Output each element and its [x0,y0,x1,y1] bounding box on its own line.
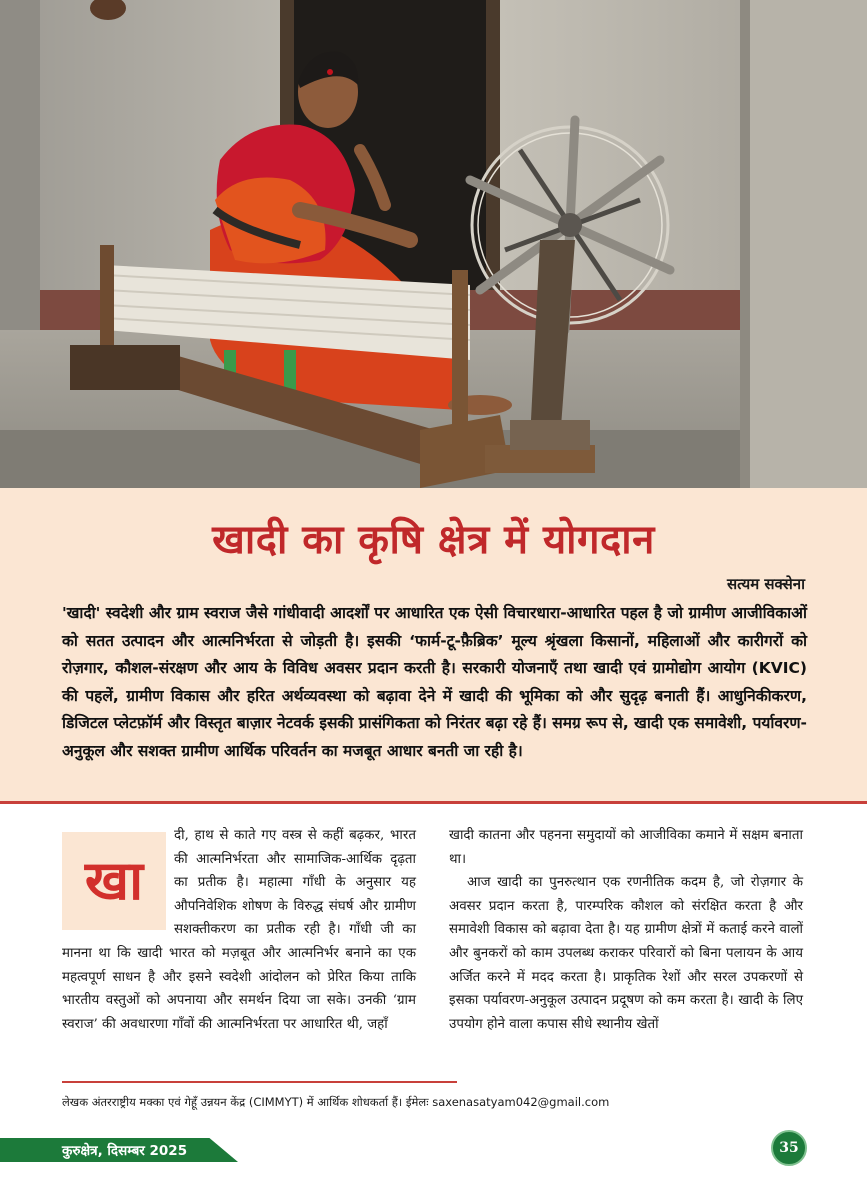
body-paragraph: आज खादी का पुनरुत्थान एक रणनीतिक कदम है, जो रोज़गार के अवसर प्रदान करता है, पारम्परिक कौशल को संरक्षित करता है और समावेशी विकास को बढ़ावा देता है। यह ग्रामीण क्षेत्रों में कताई करने वालों और बुनकरों को काम उपलब्ध कराकर परिवारों को बिना पलायन के आय अर्जित करने में मदद करता है। प्राकृतिक रेशों और सरल उपकरणों से इसका पर्यावरण-अनुकूल उत्पादन प्रदूषण को कम करता है। खादी के लिए उपयोग होने वाला कपास सीधे स्थानीय खेतों [449,875,803,1032]
article-title: खादी का कृषि क्षेत्र में योगदान [212,517,655,563]
footnote-divider [62,1081,457,1083]
article-author: सत्यम सक्सेना [727,575,805,593]
body-column-left [62,824,416,1036]
article-abstract: 'खादी' स्वदेशी और ग्राम स्वराज जैसे गांधीवादी आदर्शों पर आधारित एक ऐसी विचारधारा-आधारित पहल है जो ग्रामीण आजीविकाओं को सतत उत्पादन और आत्मनिर्भरता से जोड़ती है। इसकी ‘फार्म-टू-फ़ैब्रिक’ मूल्य श्रृंखला किसानों, महिलाओं और कारीगरों को रोज़गार, कौशल-संरक्षण और आय के विविध अवसर प्रदान करती है। सरकारी योजनाएँ तथा खादी एवं ग्रामोद्योग आयोग (KVIC) की पहलें, ग्रामीण विकास और हरित अर्थव्यवस्था को बढ़ावा देने में खादी की भूमिका को और सुदृढ़ बनाती हैं। आधुनिकीकरण, डिजिटल प्लेटफ़ॉर्म और विस्तृत बाज़ार नेटवर्क इसकी प्रासंगिकता को निरंतर बढ़ा रहे हैं। समग्र रूप से, खादी एक समावेशी, पर्यावरण-अनुकूल और सशक्त ग्रामीण आर्थिक परिवर्तन का मजबूत आधार बनती जा रही है। [62,604,807,760]
article-intro-panel [0,488,867,804]
header-photo [0,0,867,488]
magazine-issue: कुरुक्षेत्र, दिसम्बर 2025 [62,1143,188,1159]
body-column-right [449,824,803,1036]
body-paragraph: दी, हाथ से काते गए वस्त्र से कहीं बढ़कर, भारत की आत्मनिर्भरता और सामाजिक-आर्थिक दृढ़ता का प्रतीक है। महात्मा गाँधी के अनुसार यह औपनिवेशिक शोषण के विरुद्ध संघर्ष और ग्रामीण सशक्तीकरण का प्रतीक रही है। गाँधी जी का मानना था कि खादी भारत को मज़बूत और आत्मनिर्भर बनाने का एक महत्वपूर्ण साधन है और इसने स्वदेशी आंदोलन को प्रेरित किया ताकि भारतीय वस्तुओं को अपनाया और समर्थन दिया जा सके। उनकी ‘ग्राम स्वराज’ की अवधारणा गाँवों की आत्मनिर्भरता पर आधारित थी, जहाँ [62,828,416,1032]
article-body [62,824,807,1074]
woman-spinning-charkha-image [0,0,867,488]
drop-cap: खा [62,832,166,930]
page-number: 35 [771,1130,807,1166]
author-footnote: लेखक अंतरराष्ट्रीय मक्का एवं गेहूँ उन्नयन केंद्र (CIMMYT) में आर्थिक शोधकर्ता हैं। ईमेलः saxenasatyam042@gmail.com [62,1095,610,1109]
body-paragraph: खादी कातना और पहनना समुदायों को आजीविका कमाने में सक्षम बनाता था। [449,828,803,867]
